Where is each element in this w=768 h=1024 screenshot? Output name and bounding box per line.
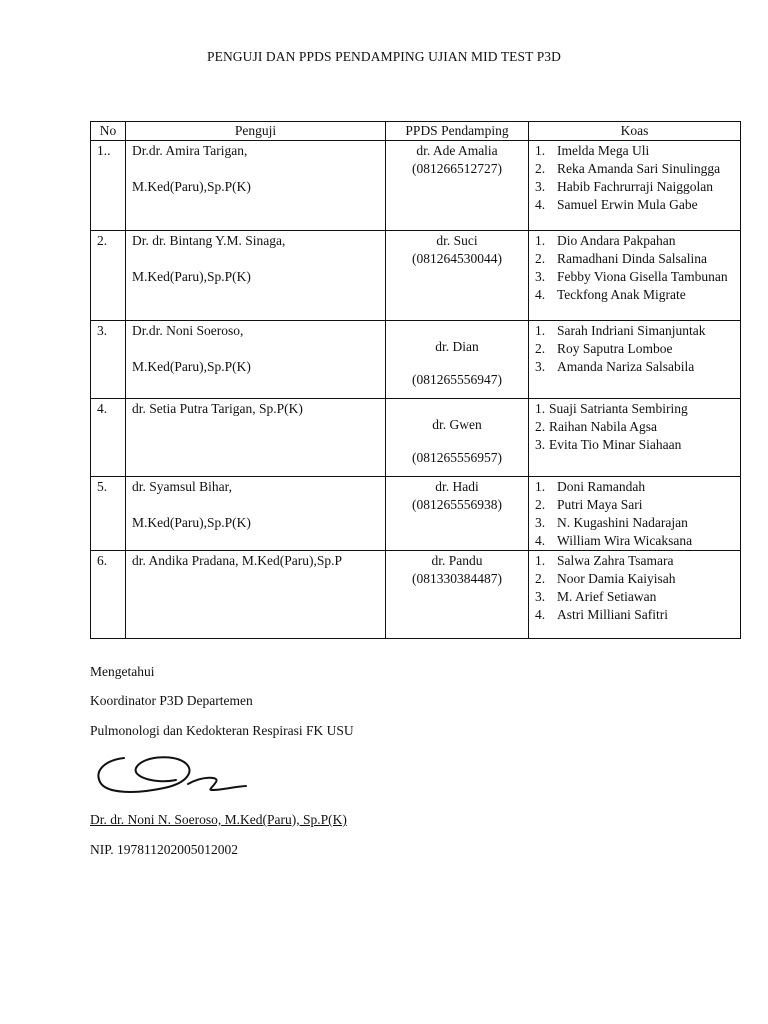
ppds-cell xyxy=(386,399,529,477)
list-item: 3. Febby Viona Gisella Tambunan xyxy=(535,269,728,284)
list-item: 1. Sarah Indriani Simanjuntak xyxy=(535,323,706,338)
row-number: 6. xyxy=(91,551,126,639)
row-number: 2. xyxy=(91,231,126,321)
ppds-name: dr. Ade Amalia xyxy=(416,143,498,158)
header-no: No xyxy=(91,122,126,141)
list-item: 1. Suaji Satrianta Sembiring xyxy=(535,401,688,416)
signer-name: Dr. dr. Noni N. Soeroso, M.Ked(Paru), Sp.P(K) xyxy=(90,812,347,827)
row-number: 4. xyxy=(91,399,126,477)
penguji-cell xyxy=(126,321,386,399)
koas-cell xyxy=(529,321,741,399)
ppds-name: dr. Suci xyxy=(436,233,478,248)
ppds-phone: (081264530044) xyxy=(412,251,502,266)
list-item: 1. Dio Andara Pakpahan xyxy=(535,233,676,248)
ppds-cell xyxy=(386,231,529,321)
list-item: 4. Teckfong Anak Migrate xyxy=(535,287,686,302)
ppds-cell xyxy=(386,321,529,399)
penguji-cell xyxy=(126,231,386,321)
ppds-cell xyxy=(386,477,529,551)
penguji-cell xyxy=(126,399,386,477)
table-header-row xyxy=(91,122,741,141)
list-item: 1. Imelda Mega Uli xyxy=(535,143,650,158)
list-item: 3. N. Kugashini Nadarajan xyxy=(535,515,688,530)
acknowledge-text: Mengetahui xyxy=(90,664,155,679)
table-row xyxy=(91,551,741,639)
list-item: 3. Amanda Nariza Salsabila xyxy=(535,359,695,374)
koas-list xyxy=(535,142,734,214)
nip-number: NIP. 197811202005012002 xyxy=(90,842,239,857)
koas-list xyxy=(535,478,734,550)
ppds-phone: (081265556957) xyxy=(412,450,502,465)
header-ppds: PPDS Pendamping xyxy=(386,122,529,141)
list-item: 1. Salwa Zahra Tsamara xyxy=(535,553,674,568)
list-item: 4. Astri Milliani Safitri xyxy=(535,607,668,622)
table-row xyxy=(91,321,741,399)
list-item: 2. Raihan Nabila Agsa xyxy=(535,419,657,434)
penguji-name: Dr.dr. Amira Tarigan, xyxy=(132,143,248,158)
table-row xyxy=(91,399,741,477)
ppds-phone: (081266512727) xyxy=(412,161,502,176)
penguji-name: dr. Syamsul Bihar, xyxy=(132,479,232,494)
penguji-name: dr. Setia Putra Tarigan, Sp.P(K) xyxy=(132,401,303,416)
row-number: 3. xyxy=(91,321,126,399)
ppds-name: dr. Pandu xyxy=(431,553,483,568)
ppds-name: dr. Dian xyxy=(435,339,479,354)
penguji-name: Dr.dr. Noni Soeroso, xyxy=(132,323,244,338)
coordinator-role: Koordinator P3D Departemen xyxy=(90,693,253,708)
department-name: Pulmonologi dan Kedokteran Respirasi FK USU xyxy=(90,723,354,738)
list-item: 2. Reka Amanda Sari Sinulingga xyxy=(535,161,721,176)
list-item: 3. M. Arief Setiawan xyxy=(535,589,657,604)
ppds-phone: (081265556947) xyxy=(412,372,502,387)
list-item: 3. Evita Tio Minar Siahaan xyxy=(535,437,682,452)
penguji-cell xyxy=(126,141,386,231)
list-item: 4. Samuel Erwin Mula Gabe xyxy=(535,197,698,212)
koas-list xyxy=(535,552,734,624)
row-number: 5. xyxy=(91,477,126,551)
ppds-phone: (081265556938) xyxy=(412,497,502,512)
koas-cell xyxy=(529,551,741,639)
row-number: 1.. xyxy=(91,141,126,231)
penguji-title: M.Ked(Paru),Sp.P(K) xyxy=(132,179,251,194)
list-item: 2. Ramadhani Dinda Salsalina xyxy=(535,251,707,266)
list-item: 2. Noor Damia Kaiyisah xyxy=(535,571,676,586)
ppds-cell xyxy=(386,551,529,639)
ppds-cell xyxy=(386,141,529,231)
penguji-title: M.Ked(Paru),Sp.P(K) xyxy=(132,515,251,530)
koas-list xyxy=(535,232,734,304)
koas-list xyxy=(535,322,734,376)
penguji-title: M.Ked(Paru),Sp.P(K) xyxy=(132,359,251,374)
koas-cell xyxy=(529,141,741,231)
list-item: 1. Doni Ramandah xyxy=(535,479,646,494)
list-item: 2. Roy Saputra Lomboe xyxy=(535,341,673,356)
ppds-name: dr. Hadi xyxy=(435,479,479,494)
table-row xyxy=(91,477,741,551)
koas-list xyxy=(535,400,734,454)
ppds-phone: (081330384487) xyxy=(412,571,502,586)
ppds-name: dr. Gwen xyxy=(432,417,482,432)
header-koas: Koas xyxy=(529,122,741,141)
table-row xyxy=(91,231,741,321)
examiner-table xyxy=(90,121,741,639)
penguji-name: dr. Andika Pradana, M.Ked(Paru),Sp.P xyxy=(132,553,342,568)
document-title: PENGUJI DAN PPDS PENDAMPING UJIAN MID TEST P3D xyxy=(206,49,562,64)
koas-cell xyxy=(529,399,741,477)
handwritten-signature xyxy=(92,748,252,804)
list-item: 2. Putri Maya Sari xyxy=(535,497,643,512)
table-row xyxy=(91,141,741,231)
list-item: 4. William Wira Wicaksana xyxy=(535,533,693,548)
penguji-title: M.Ked(Paru),Sp.P(K) xyxy=(132,269,251,284)
header-penguji: Penguji xyxy=(126,122,386,141)
penguji-cell xyxy=(126,551,386,639)
penguji-cell xyxy=(126,477,386,551)
koas-cell xyxy=(529,231,741,321)
penguji-name: Dr. dr. Bintang Y.M. Sinaga, xyxy=(132,233,286,248)
list-item: 3. Habib Fachrurraji Naiggolan xyxy=(535,179,713,194)
koas-cell xyxy=(529,477,741,551)
